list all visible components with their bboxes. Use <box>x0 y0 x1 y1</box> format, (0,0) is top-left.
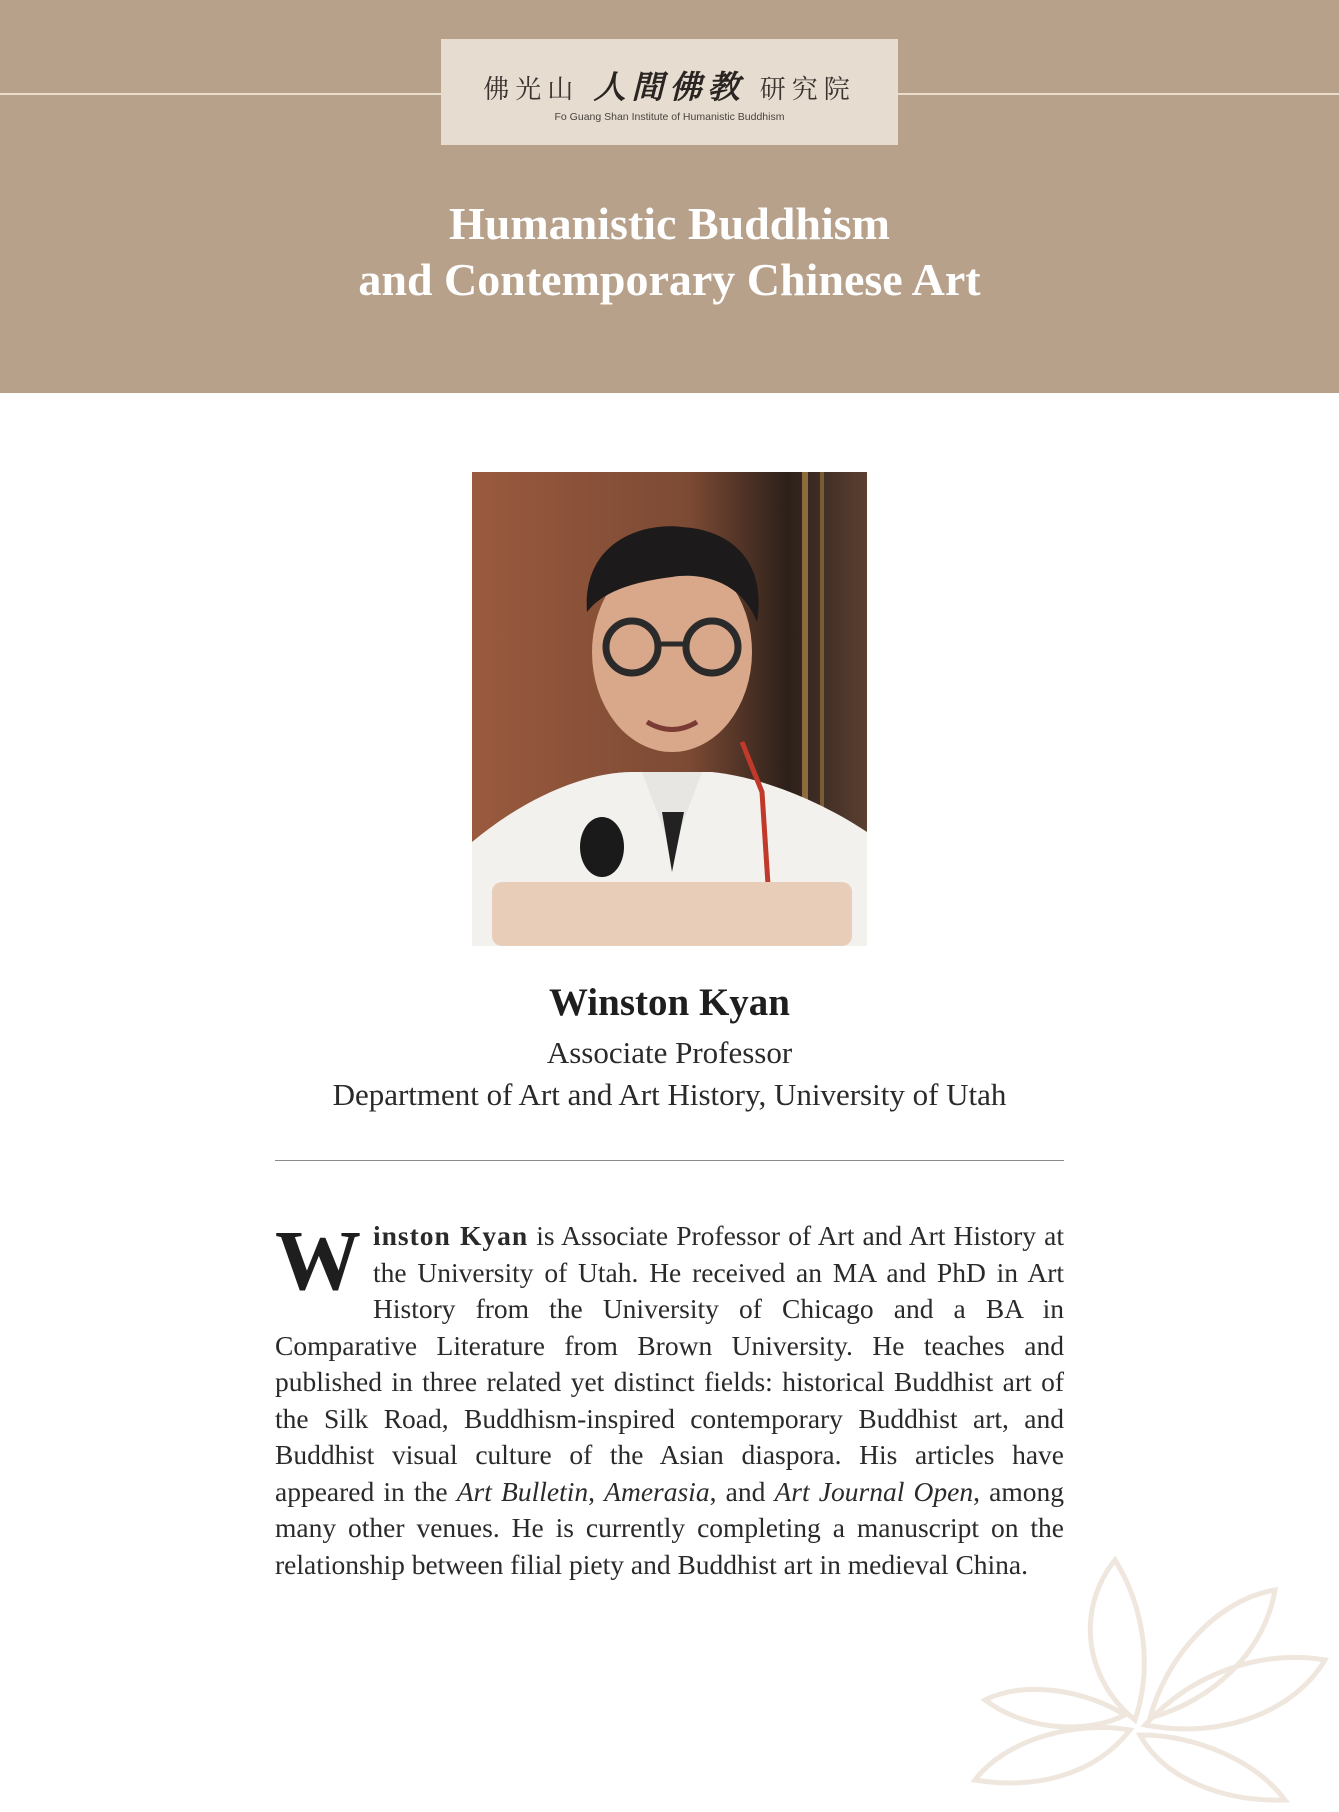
bio-drop-cap: W <box>275 1212 361 1308</box>
section-divider <box>275 1160 1064 1161</box>
logo-chinese-1: 佛光山 <box>483 75 580 105</box>
bio-journal-1: Art Bulletin <box>456 1475 589 1507</box>
logo-chinese <box>441 62 898 108</box>
bio-text-1: is Associate Professor of Art and Art History at the University of Utah. He received an MA and PhD in Art History from the University of Chicago and a BA in Comparative Literature from Brown University. He teaches and published in three related yet distinct fields: historical Buddhist art of the Silk Road, Buddhism-inspired contemporary Buddhist art, and Buddhist visual culture of the Asian diaspora. His articles have appeared in the <box>275 1220 1064 1507</box>
bio-sep-2: , and <box>709 1475 775 1507</box>
logo-chinese-2: 研究院 <box>759 75 856 105</box>
speaker-department: Department of Art and Art History, University of Utah <box>332 1077 1007 1112</box>
bio-text-2: , among many other venues. He is currently completing a manuscript on the relationship between filial piety and Buddhist art in medieval China. <box>275 1475 1064 1580</box>
logo-english: Fo Guang Shan Institute of Humanistic Buddhism <box>554 111 785 123</box>
bio-journal-2: Amerasia <box>604 1475 710 1507</box>
logo-chinese-brush: 人間佛教 <box>593 68 746 106</box>
bio-journal-3: Art Journal Open <box>774 1475 974 1507</box>
speaker-name: Winston Kyan <box>549 981 790 1024</box>
page-title <box>0 196 1339 308</box>
bio-sep-1: , <box>588 1475 605 1507</box>
title-line-1: Humanistic Buddhism <box>449 198 890 249</box>
speaker-bio <box>275 1212 1064 1583</box>
header-banner <box>0 0 1339 393</box>
speaker-photo <box>472 472 867 946</box>
bio-name: inston Kyan <box>373 1220 529 1251</box>
title-line-2: and Contemporary Chinese Art <box>358 254 981 305</box>
institute-logo <box>441 39 898 145</box>
portrait-photo-icon <box>472 472 867 946</box>
speaker-role: Associate Professor <box>546 1035 793 1070</box>
